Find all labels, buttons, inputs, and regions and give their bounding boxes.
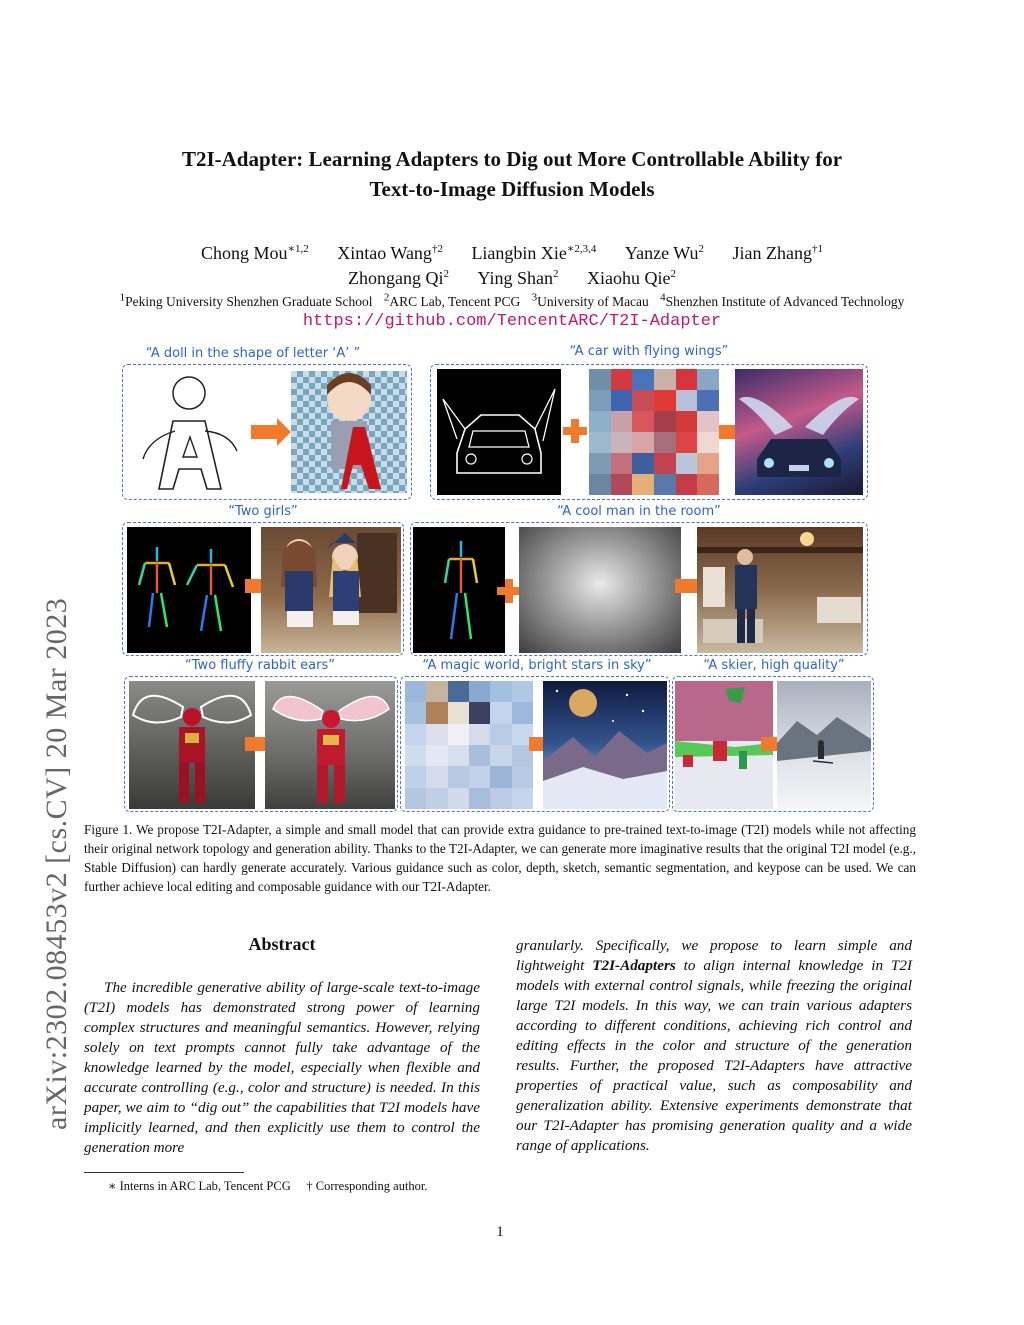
paper-title-line2: Text-to-Image Diffusion Models (369, 177, 655, 201)
prompt-rabbit: “Two fluffy rabbit ears” (185, 658, 335, 673)
author: Xintao Wang$^{\dagger 2}$ (337, 243, 443, 263)
man-result-image (697, 527, 863, 653)
panel-rabbit (124, 676, 398, 812)
paper-title-line1: T2I-Adapter: Learning Adapters to Dig out More Controllable Ability for (181, 147, 843, 171)
adapter-term: T2I-Adapters (592, 957, 676, 974)
keypose-image (127, 527, 251, 653)
author: Xiaohu Qie$^2$ (587, 268, 676, 288)
panel-car (430, 364, 868, 500)
affiliation: $^4$Shenzhen Institute of Advanced Technology (660, 291, 905, 309)
magic-result-image (543, 681, 667, 809)
man-keypose-image (413, 527, 505, 653)
prompt-girls: “Two girls” (228, 504, 298, 519)
car-sketch-image (437, 369, 561, 495)
prompt-man: “A cool man in the room” (557, 504, 721, 519)
author: Ying Shan$^2$ (477, 268, 559, 288)
ironman-result-image (265, 681, 395, 809)
footnote-rule (84, 1172, 244, 1173)
github-link[interactable]: https://github.com/TencentARC/T2I-Adapter (302, 312, 722, 331)
arrow-icon (251, 425, 279, 439)
segmentation-image (675, 681, 773, 809)
author: Jian Zhang$^{\dagger 1}$ (732, 243, 823, 263)
page-number: 1 (496, 1224, 504, 1240)
figure-1 (122, 342, 876, 812)
panel-skier (672, 676, 874, 812)
abstract-heading: Abstract (248, 934, 316, 954)
author: Chong Mou$^{∗1,2}$ (200, 243, 309, 263)
panel-man (410, 522, 868, 656)
footnote (108, 1178, 428, 1194)
author: Liangbin Xie$^{∗2,3,4}$ (471, 243, 597, 263)
plus-icon (563, 419, 587, 443)
doll-image (291, 371, 407, 493)
panel-doll (122, 364, 412, 500)
footnote-corresponding: † Corresponding author. (306, 1179, 428, 1193)
figure-caption: Figure 1. We propose T2I-Adapter, a simple and small model that can provide extra guidance to pre-trained text-to-image (T2I) models while not affecting their original network topology and generation ability. Thanks to the T2I-Adapter, we can generate more imaginative results that the original T2I model (e.g., Stable Diffusion) can hardly generate accurately. Various guidance such as color, depth, sketch, semantic segmentation, and keypose can be used. We can further achieve local editing and composable guidance with our T2I-Adapter. (84, 822, 916, 894)
panel-girls (122, 522, 404, 656)
prompt-doll: “A doll in the shape of letter ‘A’ ” (145, 346, 361, 361)
authors-line2 (0, 266, 1024, 290)
affiliation: $^1$Peking University Shenzhen Graduate School (119, 291, 373, 309)
affiliation: $^2$ARC Lab, Tencent PCG (383, 291, 521, 309)
author: Zhongang Qi$^2$ (348, 268, 449, 288)
abstract-left-column: The incredible generative ability of large-scale text-to-image (T2I) models has demonstrated strong power of learning complex structures and meaningful semantics. However, relying solely on text prompts cannot fully take advantage of the knowledge learned by the model, especially when flexible and accurate controlling (e.g., color and structure) is needed. In this paper, we aim to “dig out” the capabilities that T2I models have implicitly learned, and then explicitly use them to control the generation more (84, 979, 480, 1156)
author: Yanze Wu$^2$ (624, 243, 705, 263)
authors-line1 (0, 241, 1024, 265)
car-result-image (735, 369, 863, 495)
prompt-car: “A car with flying wings” (569, 344, 729, 359)
panel-magic (400, 676, 670, 812)
magic-color-image (405, 681, 533, 809)
girls-result-image (261, 527, 401, 653)
prompt-magic: “A magic world, bright stars in sky” (422, 658, 652, 673)
sketch-image (129, 371, 247, 493)
arxiv-identifier: arXiv:2302.08453v2 [cs.CV] 20 Mar 2023 (40, 597, 73, 1130)
affiliations (0, 292, 1024, 312)
affiliation: $^3$University of Macau (531, 291, 649, 309)
depth-map-image (519, 527, 681, 653)
skier-result-image (777, 681, 871, 809)
abstract-right-column: granularly. Specifically, we propose to learn simple and lightweight T2I-Adapters to align internal knowledge in T2I models with external control signals, while freezing the original large T2I models. In this way, we can train various adapters according to different conditions, achieving rich control and editing effects in the color and structure of the generation results. Further, the proposed T2I-Adapters have attractive properties of practical value, such as composability and generalization ability. Extensive experiments demonstrate that our T2I-Adapter has promising generation quality and a wide range of applications. (516, 937, 913, 1154)
ironman-sketch-image (129, 681, 255, 809)
plus-icon (497, 579, 521, 603)
footnote-interns: ∗ Interns in ARC Lab, Tencent PCG (108, 1179, 291, 1193)
prompt-skier: “A skier, high quality” (703, 658, 845, 673)
color-palette-image (589, 369, 719, 495)
